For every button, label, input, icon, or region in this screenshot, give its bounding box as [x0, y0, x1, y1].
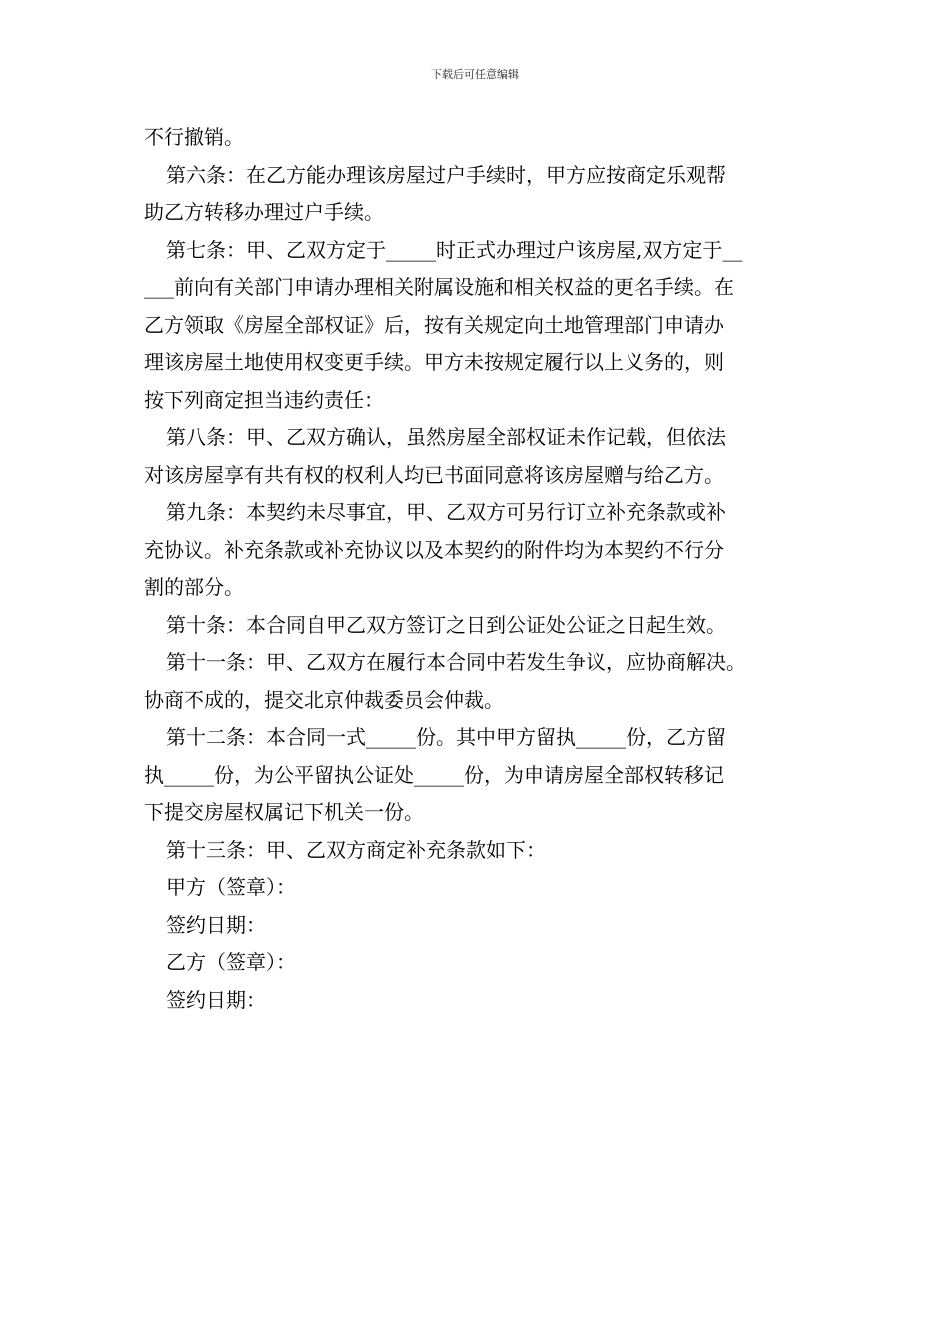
document-line: 理该房屋土地使用权变更手续。甲方未按规定履行以上义务的，则 [144, 350, 724, 374]
document-line: 下提交房屋权属记下机关一份。 [144, 800, 424, 824]
clause-9-line: 第九条：本契约未尽事宜，甲、乙双方可另行订立补充条款或补 [166, 500, 726, 524]
party-b-sign-date-label: 签约日期： [166, 987, 266, 1012]
clause-12-line: 第十二条：本合同一式_____份。其中甲方留执_____份，乙方留 [166, 725, 726, 749]
clause-7-line: 第七条：甲、乙双方定于_____时正式办理过户该房屋,双方定于__ [166, 237, 743, 262]
clause-6-line: 第六条：在乙方能办理该房屋过户手续时，甲方应按商定乐观帮 [166, 162, 726, 187]
document-line: 助乙方转移办理过户手续。 [144, 200, 384, 224]
party-b-signature-label: 乙方（签章）： [166, 950, 296, 974]
document-line: 不行撤销。 [144, 125, 244, 149]
page-header-note: 下载后可任意编辑 [431, 68, 519, 81]
document-line: 协商不成的，提交北京仲裁委员会仲裁。 [144, 687, 504, 712]
clause-13-line: 第十三条：甲、乙双方商定补充条款如下： [166, 837, 546, 862]
clause-11-line: 第十一条：甲、乙双方在履行本合同中若发生争议，应协商解决。 [166, 650, 746, 674]
document-body [144, 119, 816, 1019]
party-a-signature-label: 甲方（签章）： [166, 875, 296, 899]
document-line: 对该房屋享有共有权的权利人均已书面同意将该房屋赠与给乙方。 [144, 462, 724, 487]
document-line: 乙方领取《房屋全部权证》后，按有关规定向土地管理部门申请办 [144, 312, 724, 337]
document-line: 按下列商定担当违约责任： [144, 387, 384, 412]
party-a-sign-date-label: 签约日期： [166, 912, 266, 937]
clause-8-line: 第八条：甲、乙双方确认，虽然房屋全部权证未作记载，但依法 [166, 425, 726, 449]
document-line: 充协议。补充条款或补充协议以及本契约的附件均为本契约不行分 [144, 537, 724, 562]
document-line: ___前向有关部门申请办理相关附属设施和相关权益的更名手续。在 [144, 275, 734, 299]
document-line: 割的部分。 [144, 575, 244, 599]
clause-10-line: 第十条：本合同自甲乙双方签订之日到公证处公证之日起生效。 [166, 612, 726, 637]
document-line: 执_____份，为公平留执公证处_____份，为申请房屋全部权转移记 [144, 762, 724, 787]
